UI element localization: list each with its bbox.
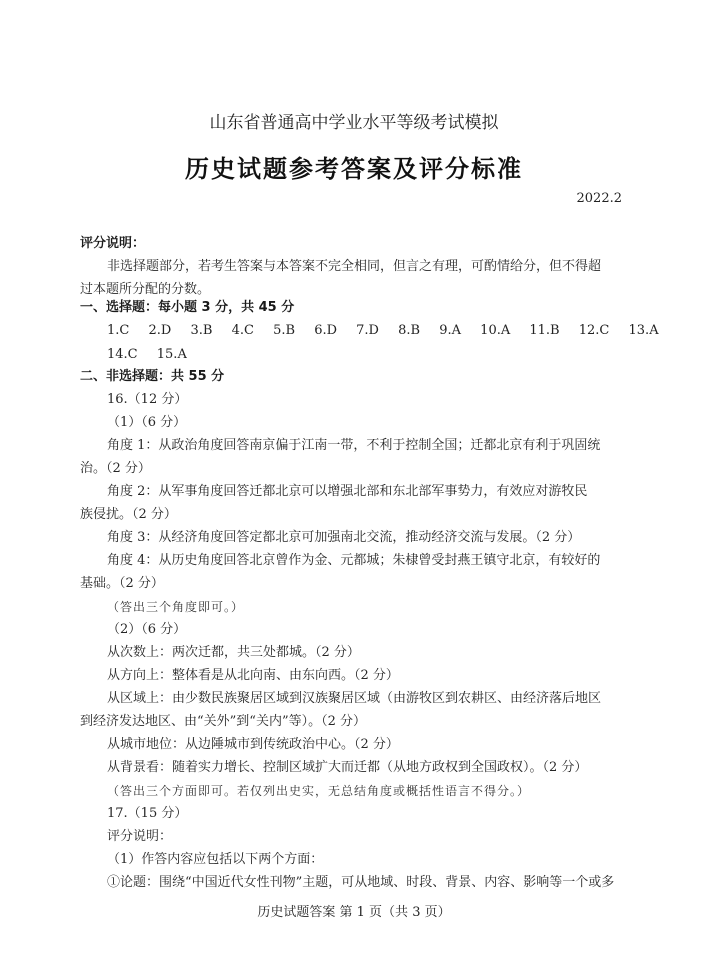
section2-heading: 二、非选择题：共 55 分 — [80, 369, 225, 384]
q16-angle1-line1: 角度 1：从政治角度回答南京偏于江南一带，不利于控制全国；迁都北京有利于巩固统 — [107, 438, 601, 453]
q17-number: 17.（15 分） — [107, 806, 188, 821]
q16-part1: （1）（6 分） — [107, 415, 187, 430]
answer-item: 15.A — [156, 347, 187, 362]
answer-item: 5.B — [273, 323, 296, 338]
answer-item: 3.B — [190, 323, 213, 338]
answer-item: 1.C — [107, 323, 130, 338]
answer-item: 6.D — [314, 323, 338, 338]
q16-angle4-line1: 角度 4：从历史角度回答北京曾作为金、元都城；朱棣曾受封燕王镇守北京，有较好的 — [107, 553, 601, 568]
page-footer: 历史试题答案 第 1 页（共 3 页） — [257, 905, 451, 920]
q16-point3-line1: 从区域上：由少数民族聚居区域到汉族聚居区域（由游牧区到农耕区、由经济落后地区 — [107, 691, 602, 706]
q16-point5: 从背景看：随着实力增长、控制区域扩大而迁都（从地方政权到全国政权）。（2 分） — [107, 760, 588, 775]
answer-item: 4.C — [231, 323, 254, 338]
q16-part2: （2）（6 分） — [107, 622, 187, 637]
q16-point4: 从城市地位：从边陲城市到传统政治中心。（2 分） — [107, 737, 399, 752]
exam-title: 山东省普通高中学业水平等级考试模拟 — [209, 113, 499, 133]
q16-point3-line2: 到经济发达地区、由“关外”到“关内”等）。（2 分） — [80, 714, 366, 729]
q17-label: 评分说明： — [107, 829, 173, 844]
q16-angle3: 角度 3：从经济角度回答定都北京可加强南北交流，推动经济交流与发展。（2 分） — [107, 530, 581, 545]
scoring-note-line2: 过本题所分配的分数。 — [80, 282, 211, 297]
q16-angle1-line2: 治。（2 分） — [80, 461, 151, 476]
q16-angle4-line2: 基础。（2 分） — [80, 576, 164, 591]
answer-item: 13.A — [628, 323, 659, 338]
exam-date: 2022.2 — [576, 191, 622, 206]
q16-note2: （答出三个方面即可。若仅列出史实，无总结角度或概括性语言不得分。） — [107, 784, 531, 798]
q16-angle2-line2: 族侵扰。（2 分） — [80, 507, 177, 522]
answer-item: 10.A — [480, 323, 511, 338]
q16-angle2-line1: 角度 2：从军事角度回答迁都北京可以增强北部和东北部军事势力，有效应对游牧民 — [107, 484, 588, 499]
scoring-note-line1: 非选择题部分，若考生答案与本答案不完全相同，但言之有理，可酌情给分，但不得超 — [107, 259, 602, 274]
answer-item: 7.D — [356, 323, 379, 338]
answer-item: 14.C — [107, 347, 138, 362]
page-title: 历史试题参考答案及评分标准 — [185, 154, 523, 183]
answer-item: 2.D — [148, 323, 172, 338]
q17-line1: （1）作答内容应包括以下两个方面： — [107, 852, 324, 867]
q16-note1: （答出三个角度即可。） — [107, 600, 245, 614]
q16-point2: 从方向上：整体看是从北向南、由东向西。（2 分） — [107, 668, 399, 683]
q17-line2: ①论题：围绕“中国近代女性刊物”主题，可从地域、时段、背景、内容、影响等一个或多 — [107, 875, 615, 890]
answer-item: 9.A — [439, 323, 462, 338]
answer-item: 12.C — [578, 323, 610, 338]
answer-item: 8.B — [398, 323, 421, 338]
answer-item: 11.B — [529, 323, 560, 338]
section1-heading: 一、选择题：每小题 3 分，共 45 分 — [80, 300, 295, 315]
q16-point1: 从次数上：两次迁都，共三处都城。（2 分） — [107, 645, 360, 660]
q16-number: 16.（12 分） — [107, 392, 188, 407]
scoring-note-label: 评分说明： — [80, 236, 146, 251]
